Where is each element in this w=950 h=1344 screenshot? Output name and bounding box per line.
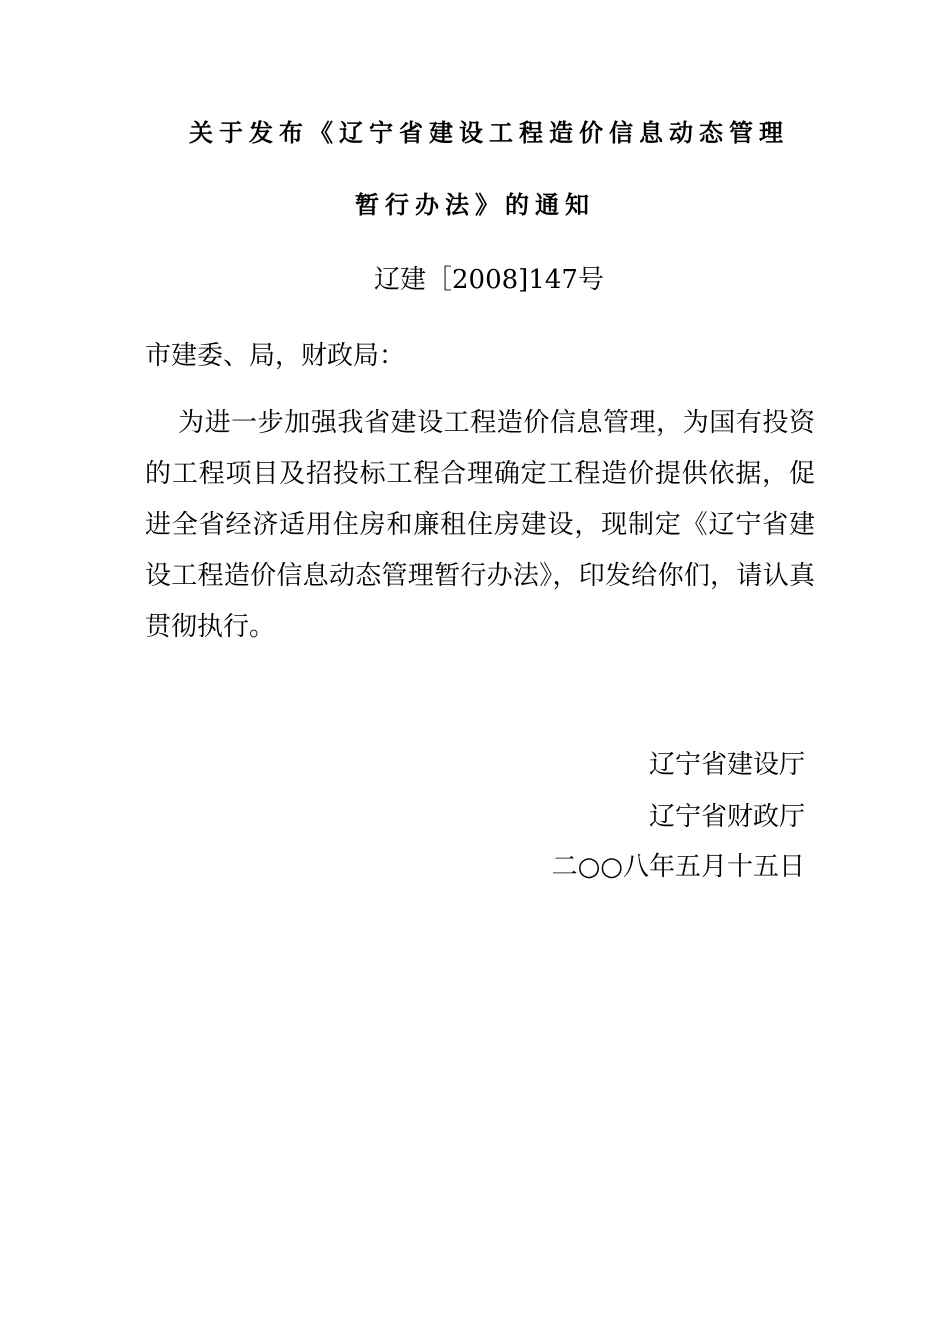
document-title-line-2: 暂行办法》的通知 bbox=[355, 190, 595, 219]
addressee-line: 市建委、局，财政局： bbox=[145, 341, 406, 371]
signatory-construction-department: 辽宁省建设厅 bbox=[648, 750, 805, 780]
issue-date: 二○○八年五月十五日 bbox=[551, 852, 805, 882]
signatory-finance-department: 辽宁省财政厅 bbox=[648, 802, 805, 832]
document-number: 辽建［2008]147号 bbox=[374, 265, 604, 295]
body-paragraph: 为进一步加强我省建设工程造价信息管理，为国有投资的工程项目及招投标工程合理确定工程造价提供依据，促进全省经济适用住房和廉租住房建设，现制定《辽宁省建设工程造价信息动态管理暂行办法》，印发给你们，请认真贯彻执行。 bbox=[145, 408, 815, 642]
document-title-line-1: 关于发布《辽宁省建设工程造价信息动态管理 bbox=[189, 118, 789, 147]
